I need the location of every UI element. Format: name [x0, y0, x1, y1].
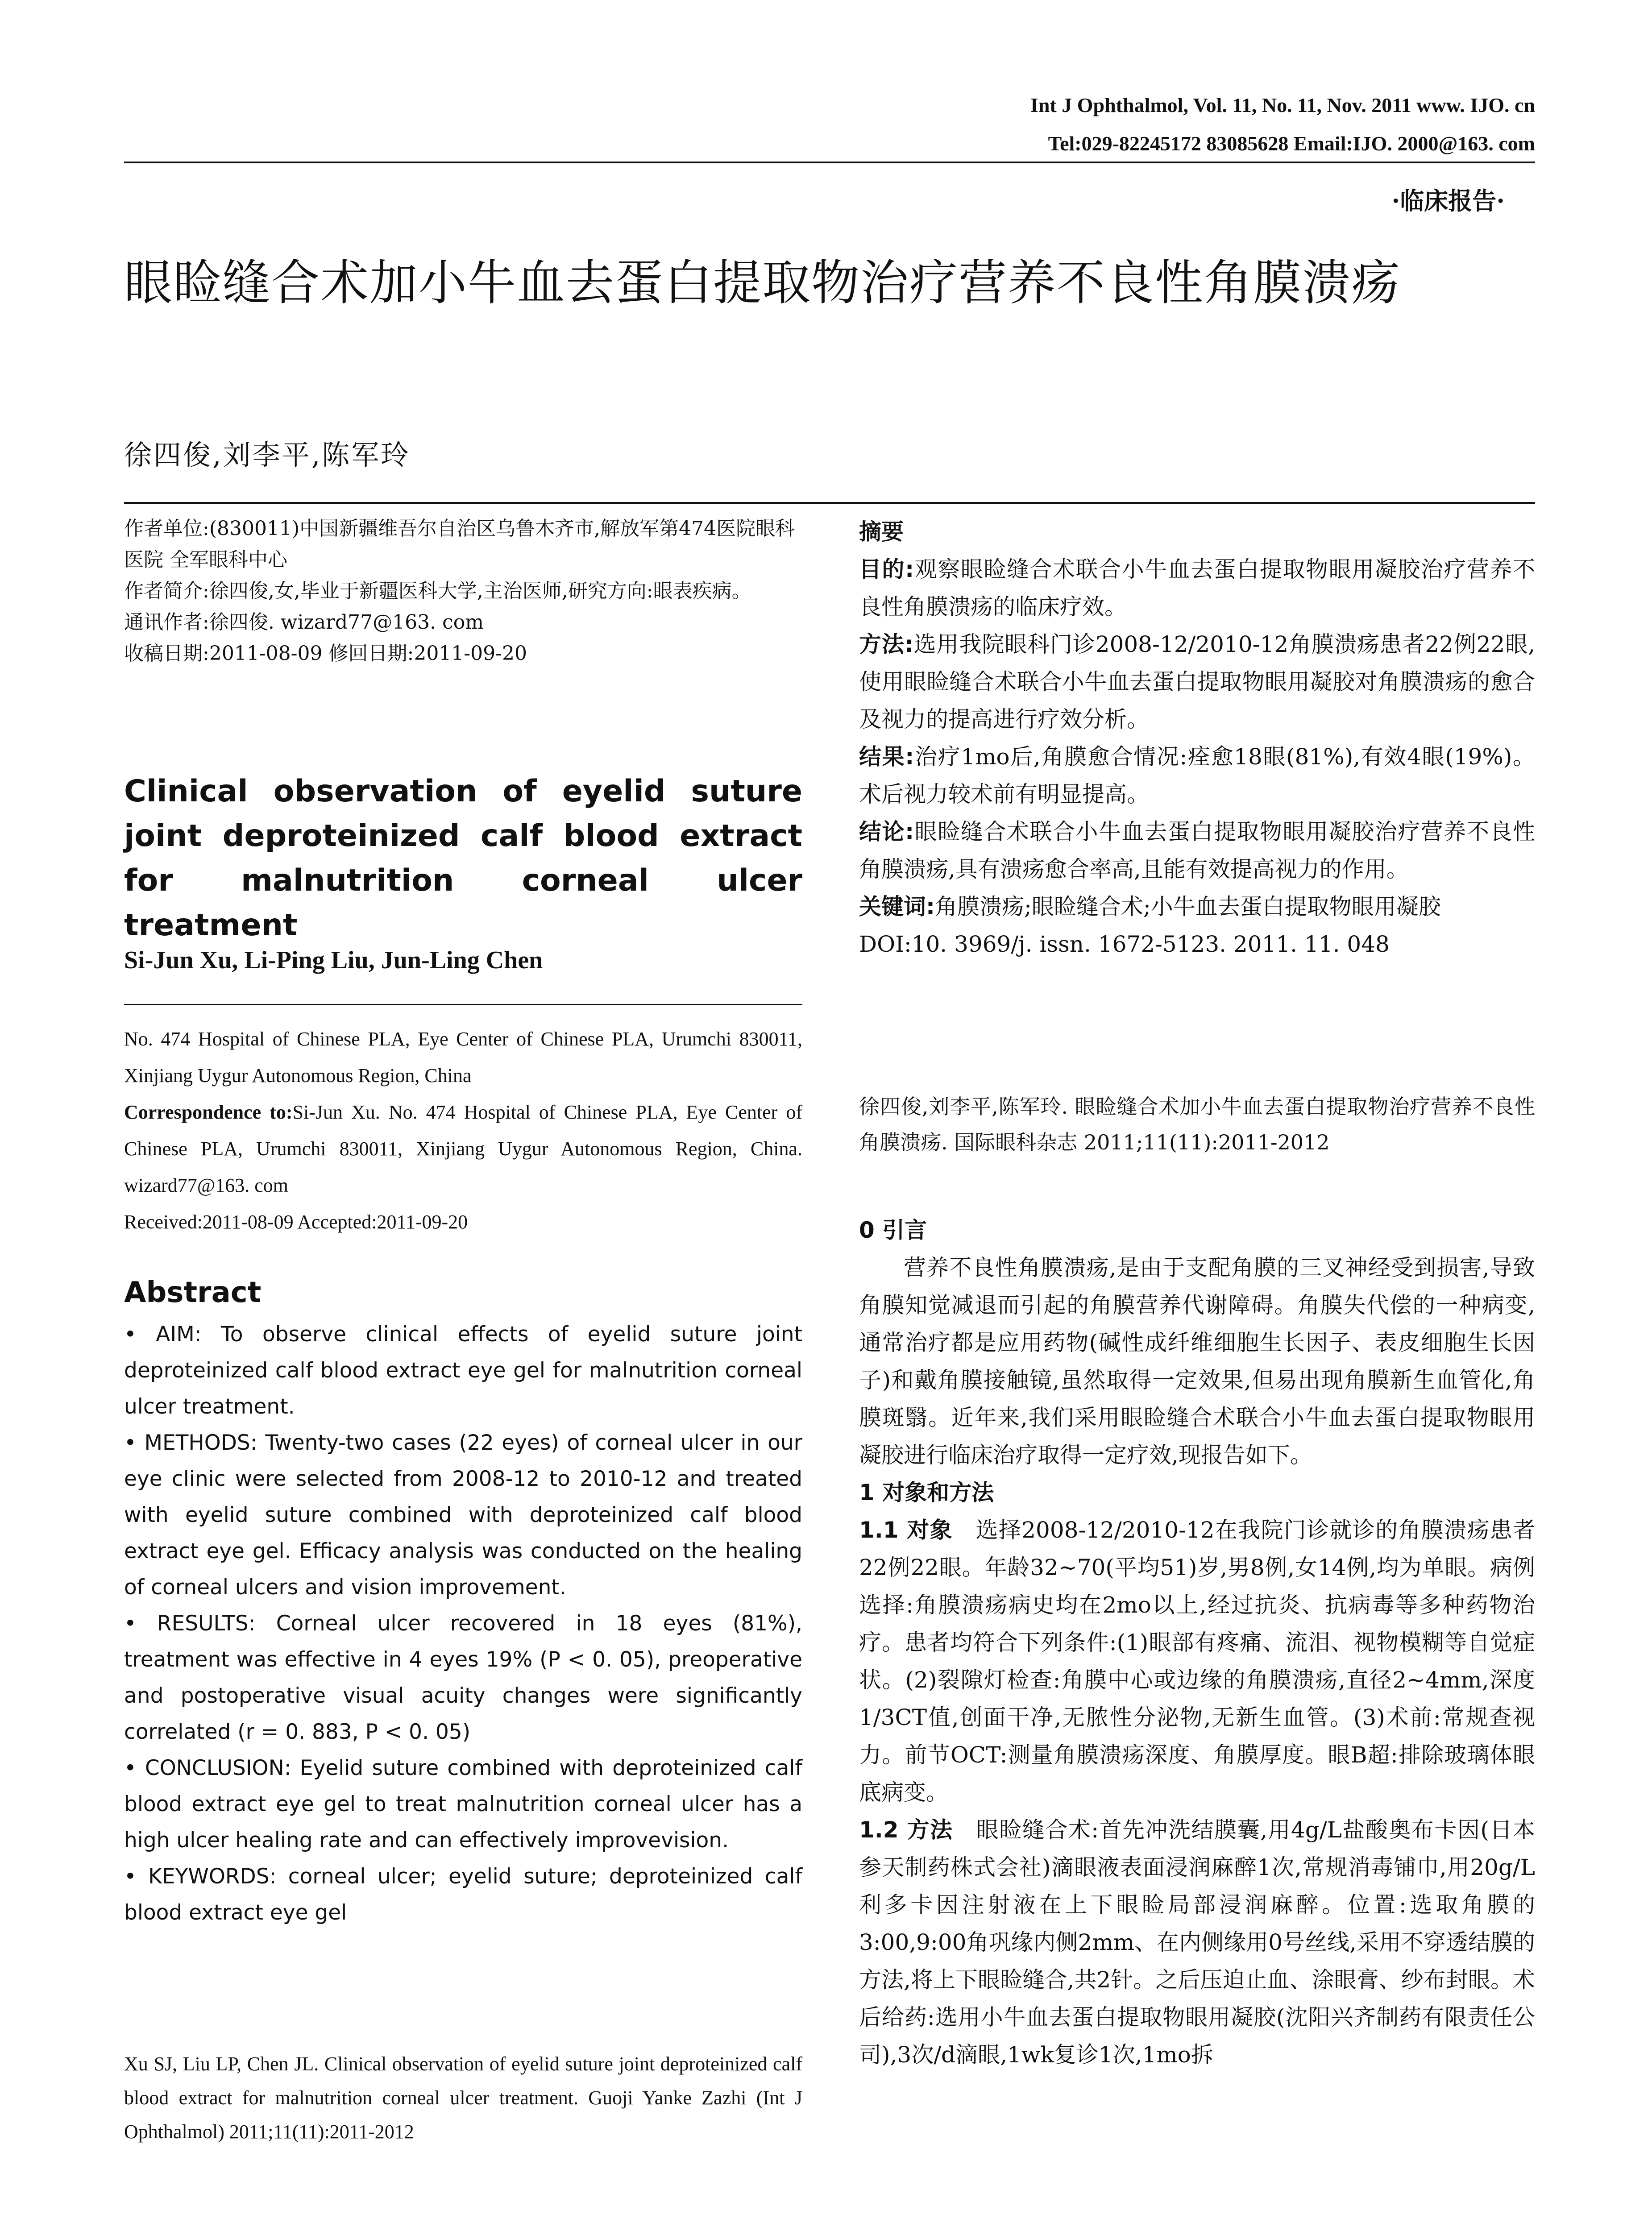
keywords-label-cn: 关键词: — [859, 894, 935, 920]
correspondence-label: Correspondence to: — [124, 1101, 293, 1123]
abstract-body-en — [124, 1316, 802, 1931]
doi: DOI:10. 3969/j. issn. 1672-5123. 2011. 11. 048 — [859, 931, 1390, 957]
abstract-methods-cn — [859, 626, 1535, 738]
aim-label-cn: 目的: — [859, 556, 914, 582]
abstract-results-cn — [859, 738, 1535, 813]
abstract-aim-en: • AIM: To observe clinical effects of eyelid suture joint deproteinized calf blood extract eye gel for malnutrition corneal ulcer treatment. — [124, 1322, 802, 1419]
correspondence-en — [124, 1094, 802, 1204]
abstract-keywords-cn — [859, 888, 1535, 925]
abstract-conclusion-cn — [859, 813, 1535, 888]
authors-en: Si-Jun Xu, Li-Ping Liu, Jun-Ling Chen — [124, 946, 543, 974]
abstract-keywords-en: • KEYWORDS: corneal ulcer; eyelid suture; deproteinized calf blood extract eye gel — [124, 1864, 802, 1925]
abstract-methods-en: • METHODS: Twenty-two cases (22 eyes) of corneal ulcer in our eye clinic were selected from 2008-12 to 2010-12 and treated with eyelid suture combined with deproteinized calf blood extract eye gel. Efficacy analysis was conducted on the healing of corneal ulcers and vision improvement. — [124, 1431, 802, 1600]
author-bio-cn: 作者简介:徐四俊,女,毕业于新疆医科大学,主治医师,研究方向:眼表疾病。 — [124, 580, 751, 602]
page-title-cn: 眼睑缝合术加小牛血去蛋白提取物治疗营养不良性角膜溃疡 — [124, 255, 1401, 311]
section11-paragraph — [859, 1511, 1535, 1811]
intro-paragraph: 营养不良性角膜溃疡,是由于支配角膜的三叉神经受到损害,导致角膜知觉减退而引起的角膜营养代谢障碍。角膜失代偿的一种病变,通常治疗都是应用药物(碱性成纤维细胞生长因子、表皮细胞生长因子)和戴角膜接触镜,虽然取得一定效果,但易出现角膜新生血管化,角膜斑翳。近年来,我们采用眼睑缝合术联合小牛血去蛋白提取物眼用凝胶进行临床治疗取得一定疗效,现报告如下。 — [859, 1255, 1535, 1468]
section12-text: 眼睑缝合术:首先冲洗结膜囊,用4g/L盐酸奥布卡因(日本参天制药株式会社)滴眼液表面浸润麻醉1次,常规消毒铺巾,用20g/L利多卡因注射液在上下眼睑局部浸润麻醉。位置:选取角膜的3:00,9:00角巩缘内侧2mm、在内侧缘用0号丝线,采用不穿透结膜的方法,将上下眼睑缝合,共2针。之后压迫止血、涂眼膏、纱布封眼。术后给药:选用小牛血去蛋白提取物眼用凝胶(沈阳兴齐制药有限责任公司),3次/d滴眼,1wk复诊1次,1mo拆 — [859, 1817, 1535, 2068]
authors-en-rule — [124, 1004, 802, 1005]
header-rule — [124, 162, 1535, 163]
citation-en: Xu SJ, Liu LP, Chen JL. Clinical observation of eyelid suture joint deproteinized calf blood extract for malnutrition corneal ulcer treatment. Guoji Yanke Zazhi (Int J Ophthalmol) 2011;11(11):2011-2012 — [124, 2053, 802, 2143]
citation-cn: 徐四俊,刘李平,陈军玲. 眼睑缝合术加小牛血去蛋白提取物治疗营养不良性角膜溃疡. 国际眼科杂志 2011;11(11):2011-2012 — [859, 1095, 1535, 1154]
journal-line: Int J Ophthalmol, Vol. 11, No. 11, Nov. 2011 www. IJO. cn — [1030, 94, 1535, 116]
section11-text: 选择2008-12/2010-12在我院门诊就诊的角膜溃疡患者22例22眼。年龄32~70(平均51)岁,男8例,女14例,均为单眼。病例选择:角膜溃疡病史均在2mo以上,经过抗炎、抗病毒等多种药物治疗。患者均符合下列条件:(1)眼部有疼痛、流泪、视物模糊等自觉症状。(2)裂隙灯检查:角膜中心或边缘的角膜溃疡,直径2~4mm,深度1/3CT值,创面干净,无脓性分泌物,无新生血管。(3)术前:常规查视力。前节OCT:测量角膜溃疡深度、角膜厚度。眼B超:排除玻璃体眼底病变。 — [859, 1517, 1536, 1805]
results-text-cn: 治疗1mo后,角膜愈合情况:痊愈18眼(81%),有效4眼(19%)。术后视力较术前有明显提高。 — [859, 744, 1536, 807]
keywords-text-cn: 角膜溃疡;眼睑缝合术;小牛血去蛋白提取物眼用凝胶 — [935, 894, 1441, 920]
received-en: Received:2011-08-09 Accepted:2011-09-20 — [124, 1211, 468, 1233]
section11-label: 1.1 对象 — [859, 1517, 953, 1543]
intro-heading: 0 引言 — [859, 1217, 927, 1243]
conclusion-text-cn: 眼睑缝合术联合小牛血去蛋白提取物眼用凝胶治疗营养不良性角膜溃疡,具有溃疡愈合率高,且能有效提高视力的作用。 — [859, 819, 1536, 882]
affiliation-en: No. 474 Hospital of Chinese PLA, Eye Center of Chinese PLA, Urumchi 830011, Xinjiang Uygur Autonomous Region, China — [124, 1028, 802, 1086]
methods-label-cn: 方法: — [859, 631, 913, 657]
abstract-cn — [859, 513, 1535, 963]
abstract-results-en: • RESULTS: Corneal ulcer recovered in 18 eyes (81%), treatment was effective in 4 eyes 19% (P < 0. 05), preoperative and postoperative visual acuity changes were significantly correlated (r = 0. 883, P < 0. 05) — [124, 1611, 802, 1744]
methods-text-cn: 选用我院眼科门诊2008-12/2010-12角膜溃疡患者22例22眼,使用眼睑缝合术联合小牛血去蛋白提取物眼用凝胶对角膜溃疡的愈合及视力的提高进行疗效分析。 — [859, 631, 1536, 732]
conclusion-label-cn: 结论: — [859, 819, 914, 845]
contact-line: Tel:029-82245172 83085628 Email:IJO. 2000@163. com — [1048, 132, 1535, 155]
title-en: Clinical observation of eyelid suture joint deproteinized calf blood extract for malnutrition corneal ulcer treatment — [124, 774, 802, 943]
abstract-aim-cn — [859, 551, 1535, 626]
title-rule — [124, 502, 1535, 504]
results-label-cn: 结果: — [859, 744, 914, 770]
section1-heading: 1 对象和方法 — [859, 1480, 994, 1505]
section-label: ·临床报告· — [1391, 187, 1505, 215]
aim-text-cn: 观察眼睑缝合术联合小牛血去蛋白提取物眼用凝胶治疗营养不良性角膜溃疡的临床疗效。 — [859, 556, 1536, 620]
author-info — [124, 513, 807, 669]
correspondence-text: Si-Jun Xu. No. 474 Hospital of Chinese PLA, Eye Center of Chinese PLA, Urumchi 830011, Xinjiang Uygur Autonomous Region, China. wizard77@163. com — [124, 1101, 802, 1196]
authors-cn: 徐四俊,刘李平,陈军玲 — [124, 439, 411, 471]
corresponding-author-cn: 通讯作者:徐四俊. wizard77@163. com — [124, 611, 484, 634]
section12-label: 1.2 方法 — [859, 1817, 953, 1843]
abstract-conclusion-en: • CONCLUSION: Eyelid suture combined with deproteinized calf blood extract eye gel to treat malnutrition corneal ulcer has a high ulcer healing rate and can effectively improvevision. — [124, 1756, 802, 1853]
body-text — [859, 1211, 1535, 2073]
abstract-heading-cn: 摘要 — [859, 519, 904, 545]
dates-cn: 收稿日期:2011-08-09 修回日期:2011-09-20 — [124, 642, 527, 665]
affiliation-cn: 作者单位:(830011)中国新疆维吾尔自治区乌鲁木齐市,解放军第474医院眼科医院 全军眼科中心 — [124, 517, 795, 571]
affiliation-block-en — [124, 1021, 802, 1240]
abstract-heading-en: Abstract — [124, 1276, 261, 1309]
section12-paragraph — [859, 1811, 1535, 2073]
